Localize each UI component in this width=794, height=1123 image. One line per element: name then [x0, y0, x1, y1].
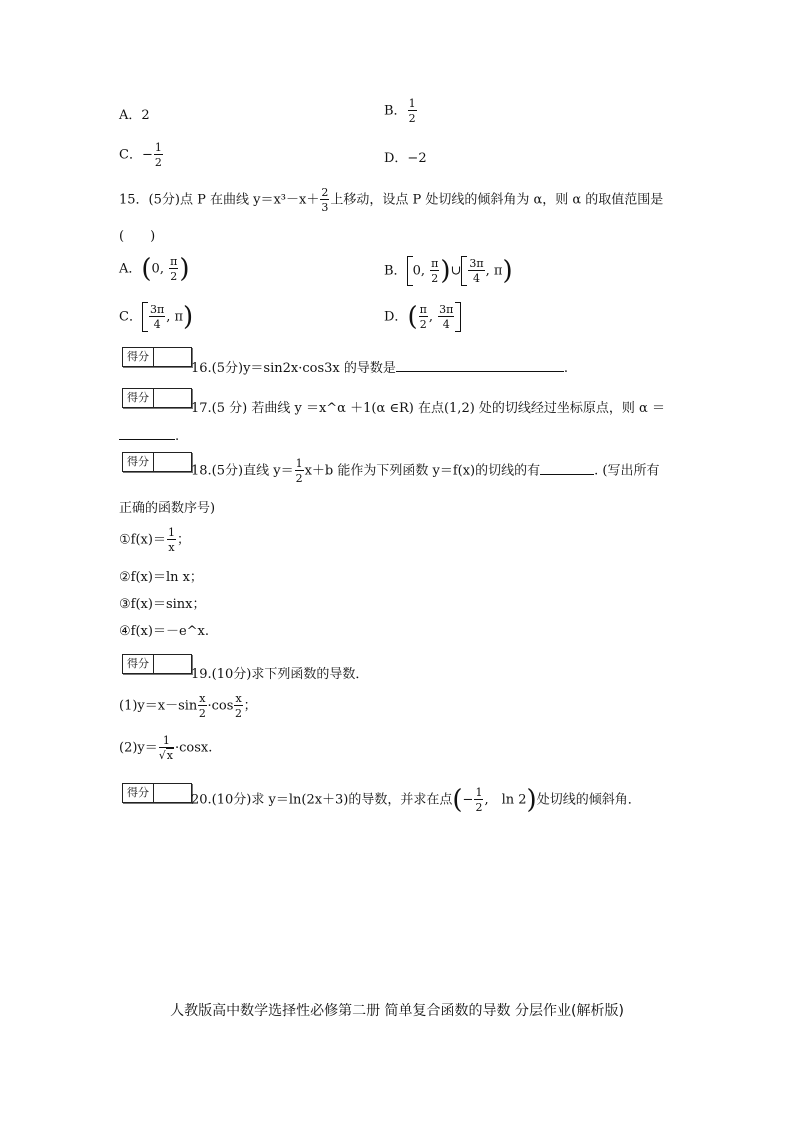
q19-stem: 19.(10分)求下列函数的导数．	[191, 667, 369, 682]
q18-option-2: ②f(x)＝ln x；	[119, 570, 203, 585]
q14-option-c	[119, 142, 164, 168]
score-box[interactable]	[122, 452, 192, 472]
score-label: 得分	[123, 655, 154, 673]
q18-option-1: ①f(x)＝ $\frac{1}{x}$ ；	[119, 526, 190, 554]
q19-part-2: (2)y＝ $\frac{1}{√x}$ ·cosx.	[119, 734, 213, 762]
q20-stem: 20.(10分)求 y＝ln(2x＋3)的导数，并求在点(− $\frac{1}{2}$ , ln 2)处切线的倾斜角．	[191, 785, 641, 815]
score-box[interactable]	[122, 783, 192, 803]
page-footer: 人教版高中数学选择性必修第二册 简单复合函数的导数 分层作业(解析版)	[170, 1003, 624, 1019]
score-box[interactable]	[122, 654, 192, 674]
score-box[interactable]	[122, 347, 192, 367]
score-label: 得分	[123, 453, 154, 471]
sqrt-symbol: √x	[158, 749, 173, 762]
q14-option-d: D．−2	[384, 151, 427, 166]
q14-option-b	[384, 98, 418, 124]
q18-option-3: ③f(x)＝sinx；	[119, 597, 206, 612]
q16-stem: 16.(5分)y＝sin2x·cos3x 的导数是 .	[191, 361, 569, 376]
q15-stem: 15．(5分)点 P 在曲线 y＝x³－x＋ $\frac{2}{3}$ 上移动，设点 P 处切线的倾斜角为 α，则 α 的取值范围是	[119, 186, 664, 214]
answer-blank[interactable]	[540, 464, 594, 475]
q18-option-4: ④f(x)＝－e^x.	[119, 624, 209, 639]
q15-option-c: C． $\frac{3\pi}{4}$ , π)	[119, 302, 194, 332]
score-label: 得分	[123, 784, 154, 802]
score-label: 得分	[123, 348, 154, 366]
q15-answer-paren: ( )	[119, 229, 156, 244]
option-label: C．−	[119, 147, 153, 163]
answer-blank[interactable]	[119, 429, 175, 440]
fraction: $\frac{1}{2}$	[408, 97, 416, 125]
option-label: B．	[384, 103, 407, 119]
q15-option-d: D．( $\frac{\pi}{2}$ , $\frac{3\pi}{4}$	[384, 302, 461, 332]
q18-stem: 18.(5分)直线 y＝ $\frac{1}{2}$ x＋b 能作为下列函数 y＝f(x)的切线的有 . (写出所有	[191, 457, 660, 485]
q17-stem: 17.(5 分) 若曲线 y ＝x^α ＋1(α ∈R) 在点(1,2) 处的切线经过坐标原点，则 α ＝	[191, 401, 665, 416]
score-box[interactable]	[122, 388, 192, 408]
answer-blank[interactable]	[396, 361, 564, 372]
score-label: 得分	[123, 389, 154, 407]
q15-option-a: A．(0, $\frac{\pi}{2}$ )	[119, 254, 190, 284]
q18-stem-cont: 正确的函数序号)	[119, 501, 216, 516]
q19-part-1: (1)y＝x－sin $\frac{x}{2}$ ·cos $\frac{x}{2}$ ；	[119, 692, 257, 720]
fraction: $\frac{2}{3}$	[321, 186, 329, 214]
fraction: $\frac{1}{2}$	[154, 141, 162, 169]
q17-blank-line: .	[119, 429, 179, 443]
q14-option-a: A．2	[119, 108, 150, 123]
q15-option-b: B． 0, $\frac{\pi}{2}$ )∪ $\frac{3\pi}{4}$ , π)	[384, 256, 513, 286]
